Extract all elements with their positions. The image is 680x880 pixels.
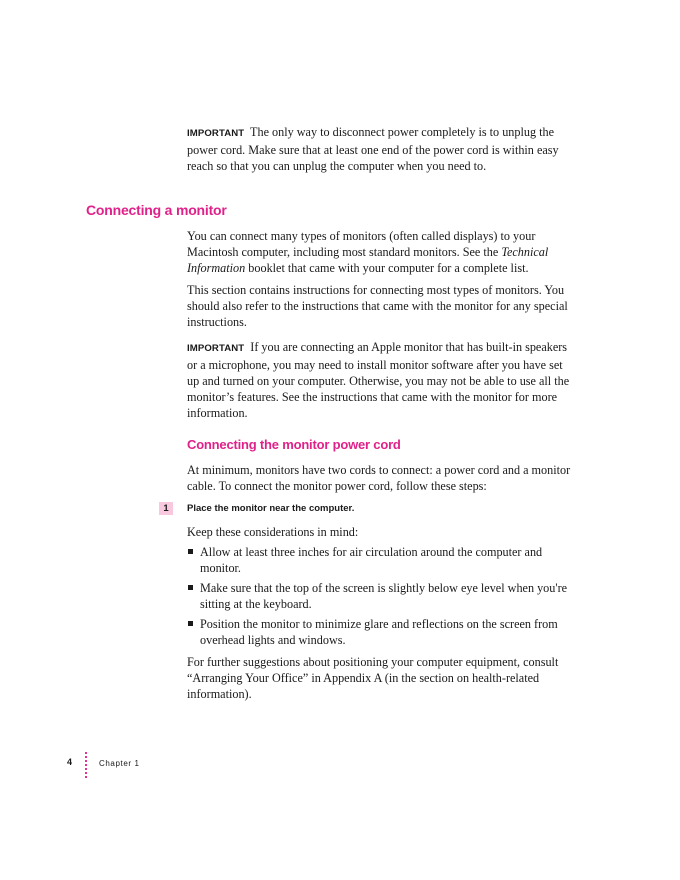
bullet-text: Allow at least three inches for air circulation around the computer and monitor. (200, 545, 543, 575)
page-number: 4 (67, 757, 73, 767)
further-suggestions (187, 654, 573, 702)
important-text: The only way to disconnect power completely is to unplug the power cord. Make sure that at least one end of the power cord is within easy reach so that you can unplug the computer when you need to. (187, 125, 559, 173)
important-label: IMPORTANT (187, 128, 245, 139)
important-note-power (187, 124, 573, 174)
list-item (187, 544, 577, 576)
considerations-line (187, 524, 573, 540)
considerations-text: Keep these considerations in mind: (187, 525, 359, 539)
step-text: Place the monitor near the computer. (187, 503, 355, 514)
intro-text: At minimum, monitors have two cords to connect: a power cord and a monitor cable. To connect the monitor power cord, follow these steps: (187, 463, 571, 493)
bullet-text: Position the monitor to minimize glare and reflections on the screen from overhead lights and windows. (200, 617, 558, 647)
para1-text-a: You can connect many types of monitors (often called displays) to your Macintosh computer, including most standard monitors. See the (187, 229, 536, 259)
list-item (187, 616, 577, 648)
considerations-list (187, 544, 577, 648)
important-text: If you are connecting an Apple monitor that has built-in speakers or a microphone, you may need to install monitor software after you have set up and turned on your computer. Otherwise, you may not be able to use all the monitor’s features. See the instructions that came with the monitor for more information. (187, 340, 570, 420)
bullet-square-icon (188, 621, 193, 626)
subsection-heading: Connecting the monitor power cord (187, 437, 401, 452)
para1-text-b: booklet that came with your computer for a complete list. (245, 261, 529, 275)
step-number-badge: 1 (159, 502, 173, 515)
section-para-2 (187, 282, 573, 330)
list-item (187, 580, 577, 612)
chapter-label: Chapter 1 (99, 759, 140, 768)
footer-dotted-divider (85, 751, 87, 779)
important-label: IMPORTANT (187, 343, 245, 354)
bullet-text: Make sure that the top of the screen is slightly below eye level when you're sitting at the keyboard. (200, 581, 568, 611)
para1-italic-title: Technical Information (187, 245, 549, 275)
bullet-square-icon (188, 549, 193, 554)
bullet-square-icon (188, 585, 193, 590)
para2-text: This section contains instructions for connecting most types of monitors. You should also refer to the instructions that came with the monitor for any special instructions. (187, 283, 568, 329)
important-note-monitor (187, 339, 573, 421)
section-heading: Connecting a monitor (86, 202, 227, 218)
further-text: For further suggestions about positioning your computer equipment, consult “Arranging Your Office” in Appendix A (in the section on health-related information). (187, 655, 559, 701)
section-para-1 (187, 228, 573, 276)
subsection-intro (187, 462, 573, 494)
